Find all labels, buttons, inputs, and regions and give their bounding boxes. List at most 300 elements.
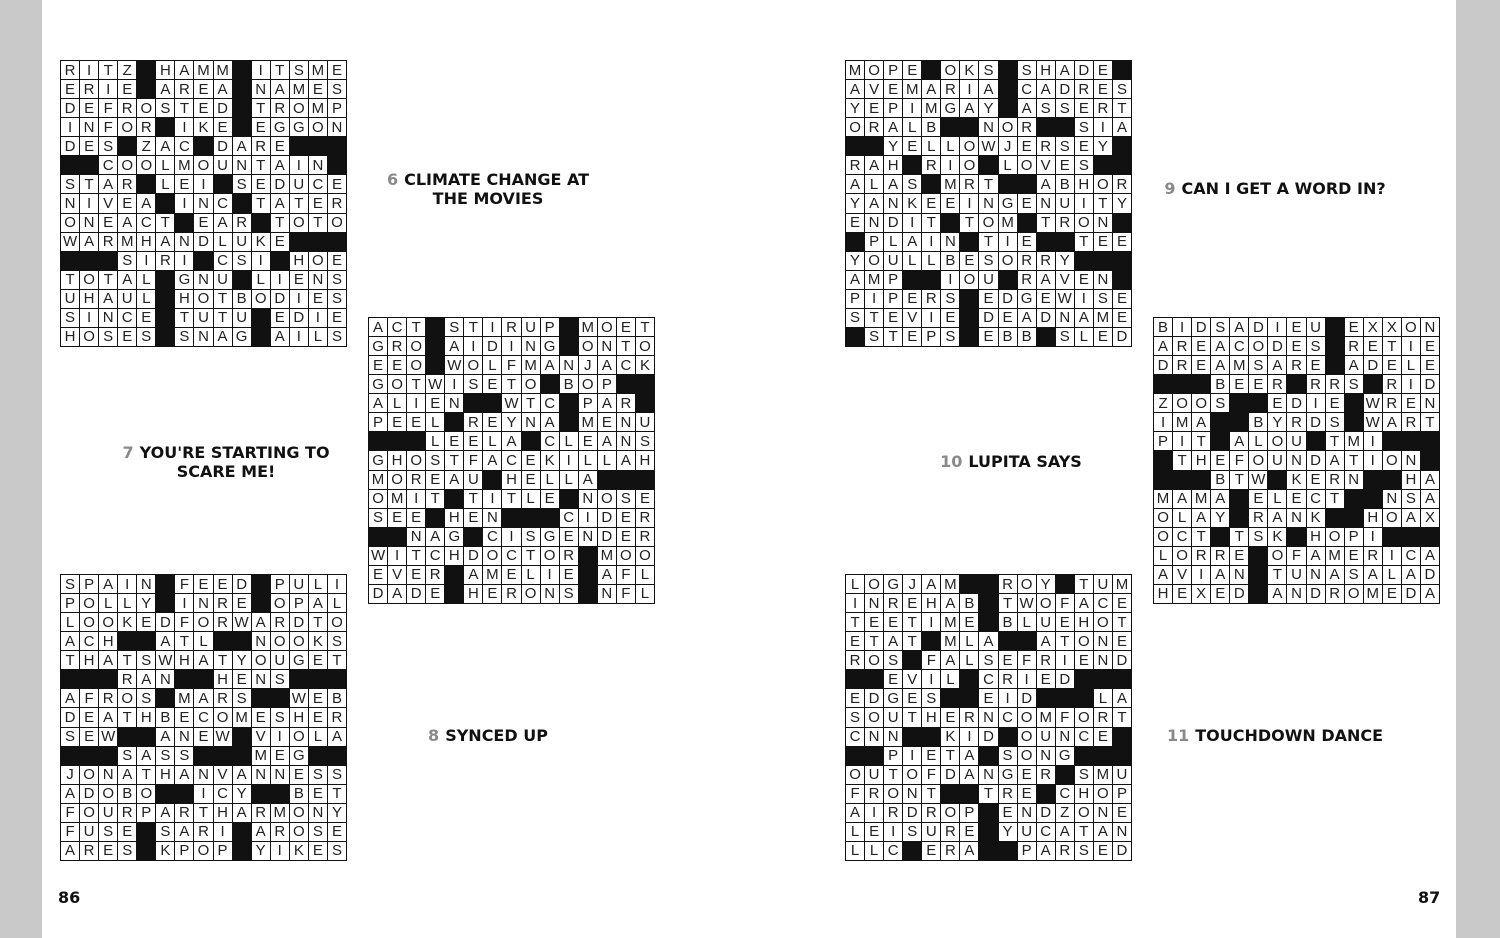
letter-cell: I [846,594,864,612]
letter-cell: T [636,318,654,336]
letter-cell: D [271,290,289,308]
letter-cell: L [560,432,578,450]
letter-cell: E [1094,842,1112,860]
letter-cell: Y [1113,194,1131,212]
letter-cell: E [80,708,98,726]
letter-cell: Y [884,137,902,155]
black-square [233,271,251,289]
letter-cell: A [388,585,406,603]
letter-cell: D [407,585,425,603]
letter-cell: N [1402,451,1420,469]
black-square [99,747,117,765]
black-square [999,61,1017,79]
letter-cell: N [175,233,193,251]
letter-cell: R [1113,175,1131,193]
puzzle-title-6-line-2: THE MOVIES [432,189,544,208]
letter-cell: S [884,651,902,669]
black-square [80,252,98,270]
letter-cell: S [1211,318,1229,336]
letter-cell: S [175,328,193,346]
letter-cell: I [61,118,79,136]
letter-cell: Z [1056,804,1074,822]
letter-cell: N [252,80,270,98]
black-square [194,747,212,765]
letter-cell: O [1018,728,1036,746]
letter-cell: D [1056,670,1074,688]
letter-cell: E [579,432,597,450]
black-square [290,137,308,155]
letter-cell: T [1037,214,1055,232]
letter-cell: I [884,823,902,841]
letter-cell: F [1056,708,1074,726]
letter-cell: S [464,375,482,393]
letter-cell: T [175,99,193,117]
black-square [960,328,978,346]
black-square [979,594,997,612]
letter-cell: H [922,594,940,612]
letter-cell: F [1056,594,1074,612]
black-square [922,271,940,289]
letter-cell: I [175,252,193,270]
letter-cell: Z [1154,394,1172,412]
letter-cell: B [1056,175,1074,193]
letter-cell: E [999,309,1017,327]
letter-cell: A [1037,842,1055,860]
letter-cell: M [233,708,251,726]
black-square [1094,747,1112,765]
black-square [137,61,155,79]
black-square [960,290,978,308]
letter-cell: S [328,766,346,784]
letter-cell: N [541,585,559,603]
letter-cell: C [846,728,864,746]
letter-cell: O [1018,575,1036,593]
letter-cell: O [194,842,212,860]
letter-cell: M [369,471,387,489]
letter-cell: U [214,271,232,289]
letter-cell: D [1037,309,1055,327]
letter-cell: G [290,118,308,136]
black-square [214,632,232,650]
letter-cell: O [80,594,98,612]
letter-cell: D [483,337,501,355]
letter-cell: O [1018,708,1036,726]
letter-cell: L [884,233,902,251]
letter-cell: I [960,80,978,98]
letter-cell: N [1094,804,1112,822]
letter-cell: L [1268,490,1286,508]
black-square [309,747,327,765]
letter-cell: E [598,413,616,431]
letter-cell: E [1249,375,1267,393]
letter-cell: P [884,747,902,765]
letter-cell: R [1249,509,1267,527]
letter-cell: E [617,528,635,546]
letter-cell: R [941,80,959,98]
letter-cell: M [1173,413,1191,431]
letter-cell: E [884,80,902,98]
letter-cell: O [941,61,959,79]
letter-cell: L [941,137,959,155]
black-square [1075,689,1093,707]
letter-cell: E [884,613,902,631]
letter-cell: R [271,823,289,841]
letter-cell: L [846,575,864,593]
letter-cell: T [884,328,902,346]
letter-cell: E [309,194,327,212]
letter-cell: Y [233,785,251,803]
letter-cell: L [999,156,1017,174]
letter-cell: M [1037,708,1055,726]
letter-cell: V [252,728,270,746]
letter-cell: D [1113,328,1131,346]
letter-cell: T [407,318,425,336]
letter-cell: C [617,356,635,374]
letter-cell: U [1037,728,1055,746]
letter-cell: M [941,613,959,631]
letter-cell: O [1268,547,1286,565]
letter-cell: S [903,823,921,841]
letter-cell: A [464,566,482,584]
letter-cell: E [865,613,883,631]
letter-cell: E [1211,585,1229,603]
letter-cell: S [156,99,174,117]
letter-cell: M [1113,575,1131,593]
puzzle-title-6-line-1: CLIMATE CHANGE AT [404,170,590,189]
black-square [960,670,978,688]
letter-cell: M [175,156,193,174]
black-square [1037,118,1055,136]
letter-cell: O [1075,632,1093,650]
letter-cell: L [522,490,540,508]
letter-cell: Y [252,842,270,860]
letter-cell: E [252,118,270,136]
letter-cell: G [369,337,387,355]
letter-cell: E [1113,804,1131,822]
letter-cell: E [941,309,959,327]
black-square [194,252,212,270]
letter-cell: E [369,566,387,584]
letter-cell: U [979,271,997,289]
letter-cell: R [1173,356,1191,374]
letter-cell: P [80,575,98,593]
black-square [271,252,289,270]
letter-cell: C [1094,594,1112,612]
letter-cell: A [941,594,959,612]
letter-cell: O [328,214,346,232]
letter-cell: E [194,575,212,593]
letter-cell: I [271,842,289,860]
letter-cell: O [80,804,98,822]
letter-cell: L [137,271,155,289]
letter-cell: C [502,547,520,565]
black-square [233,194,251,212]
letter-cell: D [1421,566,1439,584]
letter-cell: R [271,613,289,631]
letter-cell: G [1018,290,1036,308]
letter-cell: U [922,823,940,841]
letter-cell: R [1211,547,1229,565]
black-square [445,490,463,508]
black-square [979,842,997,860]
black-square [1345,509,1363,527]
letter-cell: N [560,356,578,374]
letter-cell: D [1037,804,1055,822]
letter-cell: D [156,613,174,631]
letter-cell: E [1113,233,1131,251]
letter-cell: E [903,689,921,707]
letter-cell: I [214,823,232,841]
black-square [1421,451,1439,469]
letter-cell: D [1056,80,1074,98]
black-square [979,613,997,631]
black-square [137,728,155,746]
letter-cell: O [61,214,79,232]
letter-cell: M [941,175,959,193]
letter-cell: C [1075,728,1093,746]
letter-cell: I [1094,118,1112,136]
black-square [846,747,864,765]
letter-cell: S [137,651,155,669]
letter-cell: R [61,61,79,79]
black-square [1230,509,1248,527]
letter-cell: T [903,632,921,650]
letter-cell: R [1364,547,1382,565]
letter-cell: N [1037,194,1055,212]
letter-cell: E [309,651,327,669]
letter-cell: N [1287,585,1305,603]
black-square [1094,156,1112,174]
black-square [80,156,98,174]
black-square [1056,233,1074,251]
letter-cell: U [1113,766,1131,784]
letter-cell: M [522,356,540,374]
letter-cell: H [80,290,98,308]
black-square [1056,118,1074,136]
letter-cell: I [407,490,425,508]
letter-cell: E [252,175,270,193]
letter-cell: E [175,175,193,193]
letter-cell: S [1056,328,1074,346]
letter-cell: L [636,566,654,584]
letter-cell: G [175,271,193,289]
letter-cell: C [560,509,578,527]
letter-cell: I [194,785,212,803]
black-square [290,233,308,251]
letter-cell: P [1018,842,1036,860]
letter-cell: O [290,214,308,232]
letter-cell: N [617,413,635,431]
letter-cell: I [252,61,270,79]
letter-cell: A [1211,490,1229,508]
letter-cell: N [1094,651,1112,669]
letter-cell: J [999,137,1017,155]
letter-cell: O [846,118,864,136]
letter-cell: A [598,566,616,584]
letter-cell: O [1018,747,1036,765]
letter-cell: N [1287,451,1305,469]
letter-cell: S [1075,118,1093,136]
letter-cell: E [1307,356,1325,374]
letter-cell: R [1383,375,1401,393]
letter-cell: A [960,842,978,860]
black-square [560,490,578,508]
letter-cell: D [979,728,997,746]
letter-cell: I [960,728,978,746]
black-square [252,689,270,707]
letter-cell: S [1037,99,1055,117]
black-square [1056,766,1074,784]
letter-cell: A [1018,309,1036,327]
letter-cell: M [1345,432,1363,450]
letter-cell: R [1345,337,1363,355]
letter-cell: A [865,194,883,212]
letter-cell: R [1018,271,1036,289]
letter-cell: H [502,471,520,489]
letter-cell: R [118,175,136,193]
letter-cell: H [137,233,155,251]
black-square [999,271,1017,289]
letter-cell: M [1154,490,1172,508]
letter-cell: L [309,328,327,346]
letter-cell: V [1056,271,1074,289]
letter-cell: O [846,766,864,784]
letter-cell: H [1154,585,1172,603]
letter-cell: L [137,290,155,308]
letter-cell: D [271,175,289,193]
letter-cell: L [1173,509,1191,527]
letter-cell: E [214,575,232,593]
letter-cell: E [464,509,482,527]
letter-cell: C [214,194,232,212]
letter-cell: P [884,271,902,289]
letter-cell: L [309,575,327,593]
letter-cell: O [99,785,117,803]
letter-cell: E [1307,471,1325,489]
letter-cell: A [61,785,79,803]
letter-cell: F [502,356,520,374]
letter-cell: P [884,290,902,308]
letter-cell: P [922,328,940,346]
black-square [1173,471,1191,489]
letter-cell: A [541,413,559,431]
letter-cell: N [1037,747,1055,765]
letter-cell: T [426,490,444,508]
letter-cell: E [445,432,463,450]
letter-cell: O [99,613,117,631]
letter-cell: O [617,547,635,565]
letter-cell: A [922,80,940,98]
letter-cell: I [388,547,406,565]
black-square [388,528,406,546]
letter-cell: F [175,613,193,631]
black-square [233,61,251,79]
letter-cell: E [960,613,978,631]
letter-cell: T [137,766,155,784]
letter-cell: O [118,118,136,136]
letter-cell: P [61,594,79,612]
letter-cell: H [464,585,482,603]
letter-cell: T [156,214,174,232]
letter-cell: S [309,766,327,784]
letter-cell: E [903,328,921,346]
black-square [156,118,174,136]
letter-cell: N [156,670,174,688]
letter-cell: U [118,290,136,308]
letter-cell: I [865,804,883,822]
letter-cell: N [252,632,270,650]
black-square [903,728,921,746]
letter-cell: R [118,99,136,117]
letter-cell: E [617,509,635,527]
letter-cell: S [1075,842,1093,860]
letter-cell: T [309,613,327,631]
letter-cell: G [290,747,308,765]
letter-cell: E [522,451,540,469]
letter-cell: E [194,728,212,746]
letter-cell: E [903,61,921,79]
black-square [1345,490,1363,508]
letter-cell: A [156,728,174,746]
letter-cell: F [99,118,117,136]
letter-cell: R [1383,394,1401,412]
black-square [1075,747,1093,765]
letter-cell: T [194,804,212,822]
letter-cell: O [118,689,136,707]
letter-cell: H [175,290,193,308]
letter-cell: L [426,432,444,450]
black-square [99,252,117,270]
black-square [865,137,883,155]
letter-cell: E [1173,585,1191,603]
letter-cell: B [156,708,174,726]
black-square [156,575,174,593]
letter-cell: J [579,356,597,374]
letter-cell: O [579,375,597,393]
letter-cell: W [291,689,306,707]
letter-cell: S [941,328,959,346]
letter-cell: E [309,842,327,860]
letter-cell: M [922,99,940,117]
letter-cell: W [158,651,173,669]
letter-cell: L [846,842,864,860]
letter-cell: A [426,528,444,546]
letter-cell: O [1383,509,1401,527]
letter-cell: T [271,61,289,79]
letter-cell: R [156,252,174,270]
letter-cell: M [1192,490,1210,508]
letter-cell: A [156,233,174,251]
letter-cell: E [541,490,559,508]
letter-cell: V [99,194,117,212]
puzzle-number-11: 11 [1166,726,1190,745]
black-square [61,747,79,765]
letter-cell: S [328,328,346,346]
letter-cell: L [922,252,940,270]
letter-cell: R [252,804,270,822]
black-square [579,585,597,603]
letter-cell: O [1094,613,1112,631]
letter-cell: E [636,490,654,508]
letter-cell: R [1326,471,1344,489]
puzzle-title-10-line-1: LUPITA SAYS [968,452,1082,471]
letter-cell: I [483,490,501,508]
letter-cell: R [118,804,136,822]
letter-cell: E [999,651,1017,669]
letter-cell: I [137,252,155,270]
letter-cell: D [464,547,482,565]
letter-cell: X [1383,318,1401,336]
